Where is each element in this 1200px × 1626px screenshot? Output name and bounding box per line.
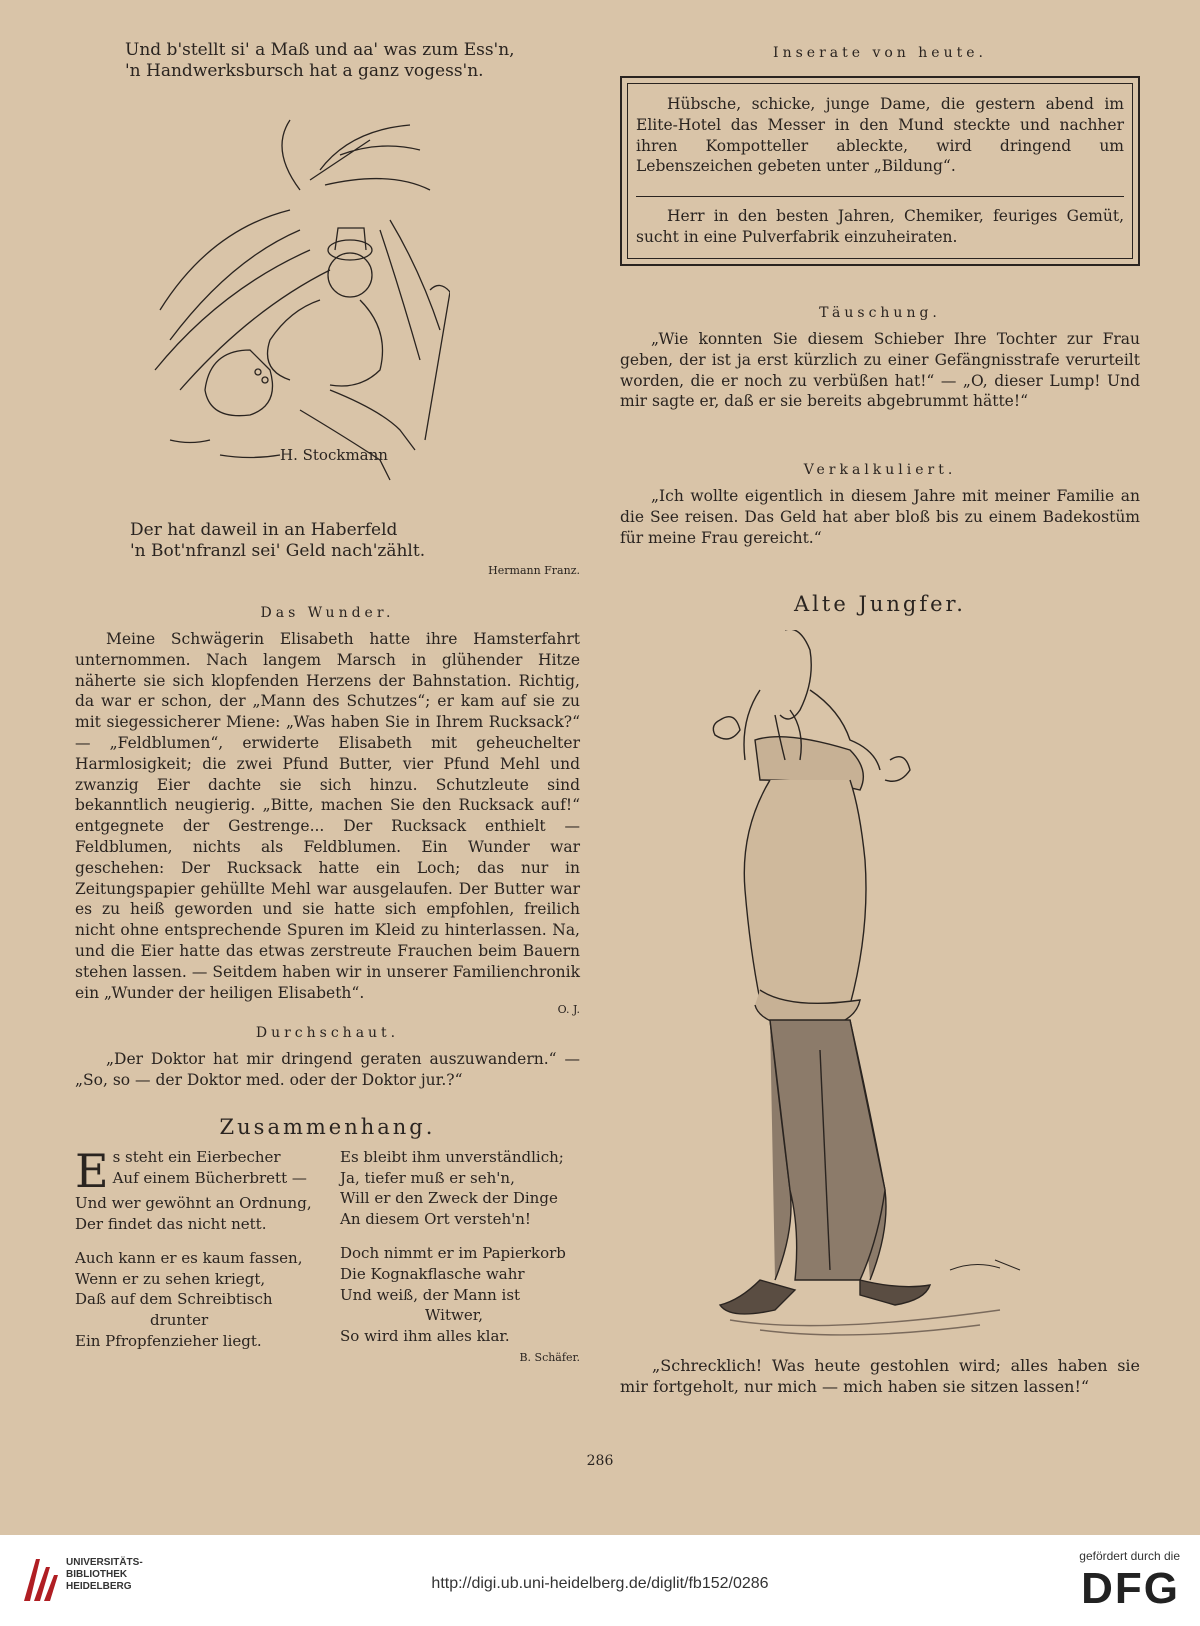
poem-line: Will er den Zweck der Dinge — [340, 1189, 558, 1208]
poem-line: Doch nimmt er im Papierkorb — [340, 1244, 566, 1263]
heading-zusammenhang: Zusammenhang. — [219, 1115, 436, 1139]
illustrator-signature: H. Stockmann — [280, 446, 388, 464]
university-logo-text: UNIVERSITÄTS- BIBLIOTHEK HEIDELBERG — [66, 1557, 143, 1592]
heading-durchschaut: Durchschaut. — [255, 1025, 400, 1041]
article-verkalkuliert — [620, 462, 1140, 548]
heading-alte-jungfer: Alte Jungfer. — [794, 592, 966, 616]
article-taeuschung — [620, 305, 1140, 412]
body-verkalkuliert: „Ich wollte eigentlich in diesem Jahre mit meiner Familie an die See reisen. Das Geld hat aber bloß bis zu einem Badekostüm für meine Frau gereicht.“ — [620, 487, 1140, 547]
poem-line: Auch kann er es kaum fassen, — [75, 1249, 303, 1268]
article-das-wunder — [75, 605, 580, 1016]
alte-jungfer-heading-wrap — [620, 592, 1140, 616]
poem-line: Wenn er zu sehen kriegt, — [75, 1269, 266, 1288]
ad-1: Hübsche, schicke, junge Dame, die gestern abend im Elite-Hotel das Messer in den Mund steckte und nachher ihren Kompotteller ableckte, wird dringend um Lebenszeichen gebeten unter „Bildung“. — [636, 95, 1124, 176]
poem-line: Und weiß, der Mann ist — [340, 1285, 521, 1304]
wanderer-illustration — [150, 110, 450, 510]
body-das-wunder: Meine Schwägerin Elisabeth hatte ihre Hamsterfahrt unternommen. Nach langem Marsch in glühender Hitze näherte sie sich klopfenden Herzens der Bahnstation. Richtig, da war er schon, der „Mann des Schutzes“; er kam auf sie zu mit siegessicherer Miene: „Was haben Sie in Ihrem Rucksack?“ — „Feldblumen“, erwiderte Elisabeth mit geheuchelter Harmlosigkeit; die zwei Pfund Butter, vier Pfund Mehl und zwanzig Eier dachte sie sich hinzu. Schutzleute sind bekanntlich neugierig. „Bitte, machen Sie den Rucksack auf!“ entgegnete der Gestrenge... Der Rucksack enthielt — Feldblumen, nichts als Feldblumen. Ein Wunder war geschehen: Der Rucksack hatte ein Loch; das nur in Zeitungspapier gehüllte Mehl war ausgelaufen. Der Butter war es zu heiß geworden und sie hatte sich empfohlen, freilich nicht ohne entsprechende Spuren im Kleid zu hinterlassen. Na, und die Eier hatte das etwas zerstreute Frauchen beim Bauern stehen lassen. — Seitdem haben wir in unserer Familienchronik ein „Wunder der heiligen Elisabeth“. — [75, 630, 580, 1002]
ad-2: Herr in den besten Jahren, Chemiker, feuriges Gemüt, sucht in eine Pulverfabrik einzuheiraten. — [636, 207, 1124, 246]
signature-oj: O. J. — [557, 1003, 580, 1017]
verse-line-4: 'n Bot'nfranzl sei' Geld nach'zählt. — [130, 540, 426, 561]
article-durchschaut — [75, 1025, 580, 1091]
heading-das-wunder: Das Wunder. — [260, 605, 395, 621]
author-b-schaefer: B. Schäfer. — [519, 1351, 580, 1365]
verse-line-1: Und b'stellt si' a Maß und aa' was zum Ess'n, — [125, 40, 515, 60]
heading-taeuschung: Täuschung. — [819, 305, 941, 321]
poem-line: So wird ihm alles klar. — [340, 1326, 510, 1345]
poem-line: drunter — [150, 1310, 209, 1329]
footer-bar — [0, 1535, 1200, 1626]
poem-line: Ein Pfropfenzieher liegt. — [75, 1331, 262, 1350]
poem-right-column — [340, 1147, 580, 1369]
poem-zusammenhang — [75, 1115, 580, 1377]
poem-line: s steht ein Eierbecher — [112, 1148, 281, 1166]
poem-line: Die Kognakflasche wahr — [340, 1264, 525, 1283]
verse-bottom — [75, 520, 580, 577]
alte-jungfer-caption-wrap — [620, 1355, 1140, 1397]
funded-by-text: gefördert durch die — [1079, 1549, 1180, 1563]
caption-alte-jungfer: „Schrecklich! Was heute gestohlen wird; alles haben sie mir fortgeholt, nur mich — mich haben sie sitzen lassen!“ — [620, 1356, 1140, 1396]
permalink-url[interactable]: http://digi.ub.uni-heidelberg.de/diglit/fb152/0286 — [431, 1575, 769, 1592]
poem-line: Daß auf dem Schreibtisch — [75, 1290, 273, 1309]
heading-inserate: Inserate von heute. — [773, 45, 987, 61]
drop-cap: E — [75, 1144, 109, 1198]
heading-verkalkuliert: Verkalkuliert. — [803, 462, 957, 478]
page-number: 286 — [586, 1453, 614, 1469]
dfg-logo: DFG — [1081, 1564, 1180, 1613]
poem-line: Es bleibt ihm unverständlich; — [340, 1148, 564, 1166]
body-taeuschung: „Wie konnten Sie diesem Schieber Ihre Tochter zur Frau geben, der ist ja erst kürzlich zu einer Gefängnisstrafe verurteilt worden, die er noch zu verbüßen hat!“ — „O, dieser Lump! Und mir sagte er, daß er sie bereits abgebrummt hätte!“ — [620, 330, 1140, 411]
poem-line: An diesem Ort versteh'n! — [340, 1209, 531, 1228]
poem-left-column — [75, 1144, 330, 1351]
verse-top — [75, 40, 580, 82]
poem-line: Und wer gewöhnt an Ordnung, — [75, 1194, 312, 1212]
poem-line: Der findet das nicht nett. — [75, 1214, 267, 1233]
poem-line: Ja, tiefer muß er seh'n, — [340, 1168, 515, 1187]
poem-line: Witwer, — [425, 1306, 483, 1325]
verse-line-3: Der hat daweil in an Haberfeld — [130, 520, 398, 540]
author-hermann-franz: Hermann Franz. — [488, 563, 580, 577]
verse-line-2: 'n Handwerksbursch hat a ganz vogess'n. — [125, 60, 484, 81]
inserate-heading-wrap — [620, 45, 1140, 61]
old-maid-illustration — [700, 630, 1060, 1350]
ad-divider — [636, 196, 1124, 197]
body-durchschaut: „Der Doktor hat mir dringend geraten auszuwandern.“ — „So, so — der Doktor med. oder der Doktor jur.?“ — [75, 1050, 580, 1089]
poem-line: Auf einem Bücherbrett — — [112, 1168, 307, 1187]
inserate-box — [620, 76, 1140, 266]
